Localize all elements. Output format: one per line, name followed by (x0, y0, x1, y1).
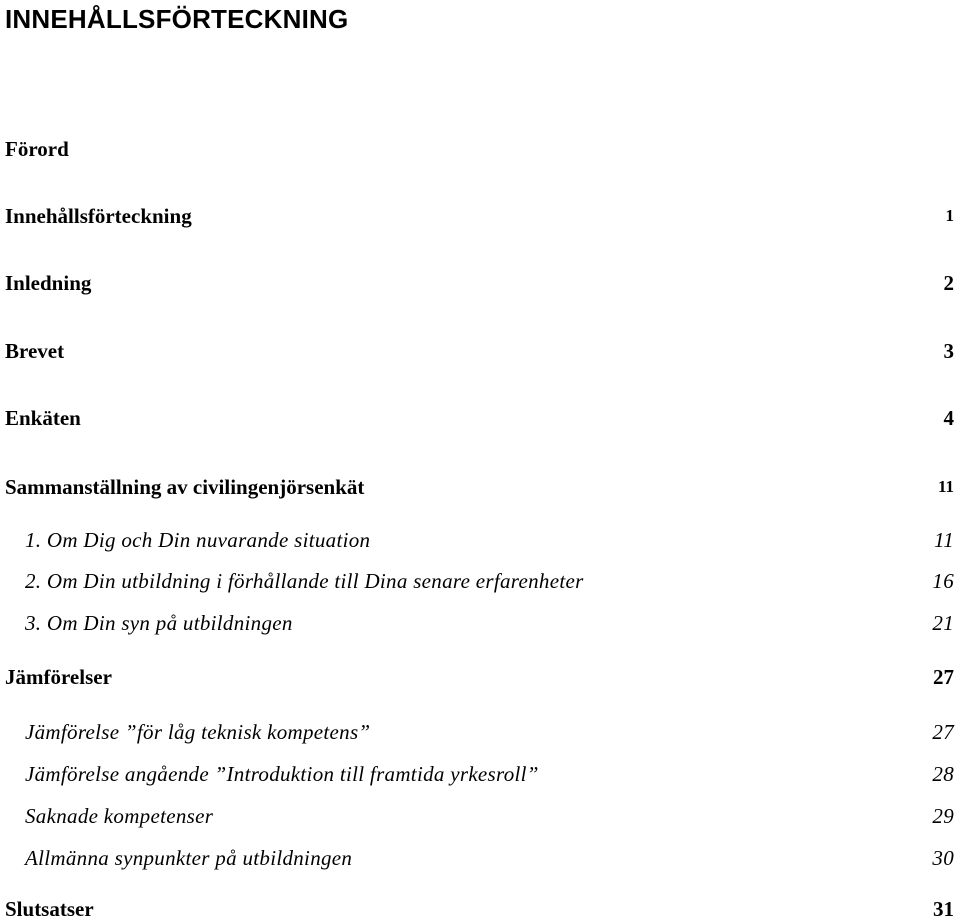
toc-entry (0, 336, 960, 366)
toc-entry-title: Enkäten (5, 406, 81, 430)
toc-subentry (0, 801, 960, 831)
toc-entry (0, 472, 960, 502)
toc-entry-title: 2. Om Din utbildning i förhållande till Dina senare erfarenheter (25, 569, 584, 593)
toc-entry-page: 28 (932, 762, 954, 786)
toc-entry-page: 11 (937, 477, 954, 496)
toc-entry (0, 894, 960, 924)
toc-entry-title: Saknade kompetenser (25, 804, 214, 828)
page-title: INNEHÅLLSFÖRTECKNING (5, 4, 349, 34)
toc-entry-page: 4 (943, 406, 954, 430)
toc-subentry (0, 717, 960, 747)
toc-entry-title: Innehållsförteckning (5, 204, 192, 228)
toc-entry-page: 1 (945, 206, 954, 225)
toc-entry-title: 3. Om Din syn på utbildningen (25, 611, 293, 635)
toc-entry-page: 31 (933, 897, 954, 921)
toc-entry-page: 11 (933, 528, 954, 552)
toc-entry-title: Jämförelse ”för låg teknisk kompetens” (25, 720, 371, 744)
toc-entry-title: Allmänna synpunkter på utbildningen (25, 846, 353, 870)
toc-entry-page: 29 (932, 804, 954, 828)
toc-subentry (0, 525, 960, 555)
toc-subentry (0, 843, 960, 873)
toc-entry-page: 27 (932, 720, 954, 744)
toc-entry (0, 134, 960, 164)
toc-entry (0, 201, 960, 231)
toc-entry-page: 3 (943, 339, 954, 363)
toc-entry-title: Brevet (5, 339, 65, 363)
toc-entry-title: Jämförelser (5, 665, 112, 689)
toc-entry-title: Jämförelse angående ”Introduktion till framtida yrkesroll” (25, 762, 539, 786)
toc-entry-page: 16 (932, 569, 954, 593)
toc-subentry (0, 566, 960, 596)
toc-subentry (0, 759, 960, 789)
toc-entry (0, 403, 960, 433)
toc-entry-page: 27 (933, 665, 954, 689)
toc-entry-page: 30 (932, 846, 954, 870)
toc-entry (0, 662, 960, 692)
toc-entry-title: 1. Om Dig och Din nuvarande situation (25, 528, 371, 552)
toc-entry (0, 268, 960, 298)
toc-entry-title: Sammanställning av civilingenjörsenkät (5, 475, 365, 499)
toc-entry-page: 21 (932, 611, 954, 635)
toc-entry-title: Slutsatser (5, 897, 94, 921)
toc-entry-title: Förord (5, 137, 69, 161)
toc-subentry (0, 608, 960, 638)
toc-entry-page: 2 (943, 271, 954, 295)
toc-entry-title: Inledning (5, 271, 92, 295)
